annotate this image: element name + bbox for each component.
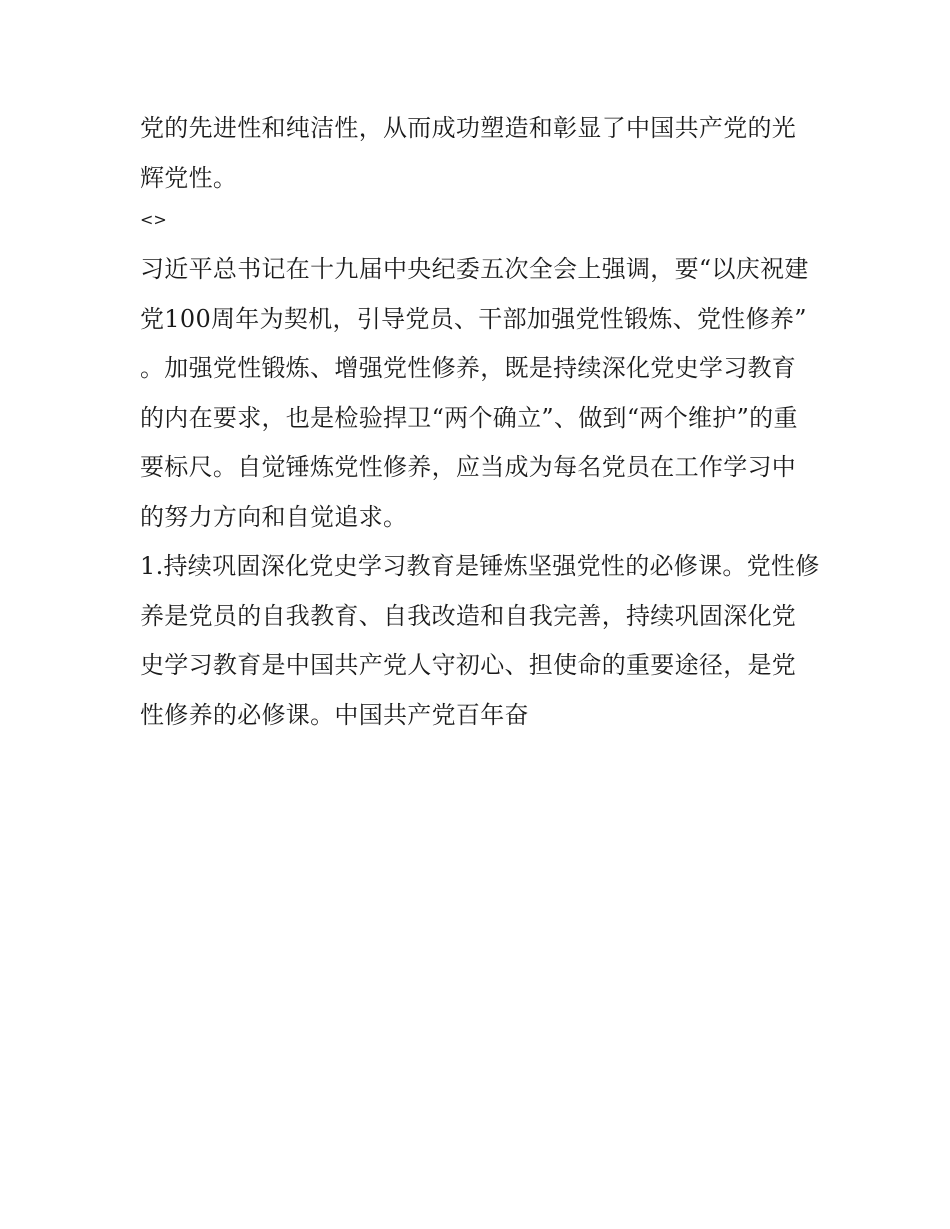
paragraph-continuation: 党的先进性和纯洁性，从而成功塑造和彰显了中国共产党的光辉党性。: [140, 114, 797, 192]
paragraph-point-1: 1.持续巩固深化党史学习教育是锤炼坚强党性的必修课。党性修养是党员的自我教育、自我改造和自我完善，持续巩固深化党史学习教育是中国共产党人守初心、担使命的重要途径，是党性修养的必修课。中国共产党百年奋: [140, 552, 820, 729]
paragraph-intro: 习近平总书记在十九届中央纪委五次全会上强调，要“以庆祝建党100周年为契机，引导党员、干部加强党性锻炼、党性修养”。加强党性锻炼、增强党性修养，既是持续深化党史学习教育的内在要求，也是检验捍卫“两个确立”、做到“两个维护”的重要标尺。自觉锤炼党性修养，应当成为每名党员在工作学习中的努力方向和自觉追求。: [140, 255, 809, 531]
document-body: [140, 104, 820, 740]
section-marker: <>: [140, 210, 167, 229]
